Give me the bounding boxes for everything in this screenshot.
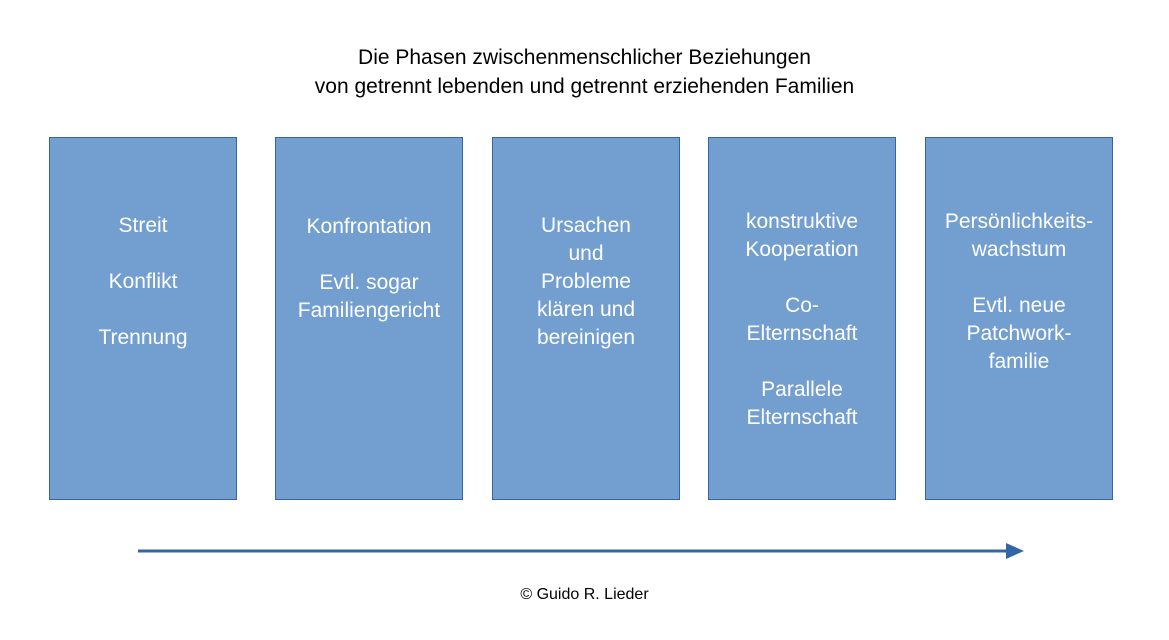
phase-text-line: wachstum (971, 238, 1067, 261)
phase-text-line: Familiengericht (297, 299, 441, 322)
phase-text-line: Konflikt (108, 270, 178, 293)
phase-text-line: bereinigen (536, 326, 636, 349)
phase-text-line: familie (988, 350, 1050, 373)
phase-text-line: Elternschaft (746, 322, 858, 345)
phase-text-line: Co- (785, 294, 819, 317)
phase-text-line: Evtl. neue (972, 294, 1066, 317)
phase-text-line: Konfrontation (306, 215, 432, 238)
diagram-title-line-2: von getrennt lebenden und getrennt erziehenden Familien (314, 75, 855, 98)
phase-text-line: Persönlichkeits- (944, 210, 1094, 233)
phase-box-5 (925, 137, 1113, 500)
phase-text-line: Ursachen (541, 214, 631, 237)
phase-text-line: und (568, 242, 604, 265)
phase-box-1 (49, 137, 237, 500)
phase-text-line: konstruktive (745, 210, 859, 233)
phase-text-line: Probleme (541, 270, 631, 293)
arrow-head-icon (1006, 543, 1024, 559)
phase-line-spacer (709, 348, 895, 376)
phase-text-line: Parallele (761, 378, 843, 401)
phase-text-line: klären und (536, 298, 636, 321)
phase-line-spacer (276, 241, 462, 269)
phase-box-2 (275, 137, 463, 500)
phase-text-line: Elternschaft (746, 406, 858, 429)
phase-text-line: Evtl. sogar (319, 271, 419, 294)
phase-box-3 (492, 137, 680, 500)
phase-text-line: Trennung (98, 326, 188, 349)
phase-text-line: Kooperation (745, 238, 859, 261)
phase-line-spacer (50, 296, 236, 324)
phase-text-line: Patchwork- (966, 322, 1072, 345)
progression-arrow (138, 540, 1028, 562)
diagram-title-line-1: Die Phasen zwischenmenschlicher Beziehungen (358, 46, 811, 69)
phase-box-4 (708, 137, 896, 500)
phase-text-line: Streit (118, 214, 168, 237)
copyright-notice: © Guido R. Lieder (520, 586, 649, 603)
phase-line-spacer (926, 264, 1112, 292)
phase-line-spacer (709, 264, 895, 292)
phase-line-spacer (50, 240, 236, 268)
